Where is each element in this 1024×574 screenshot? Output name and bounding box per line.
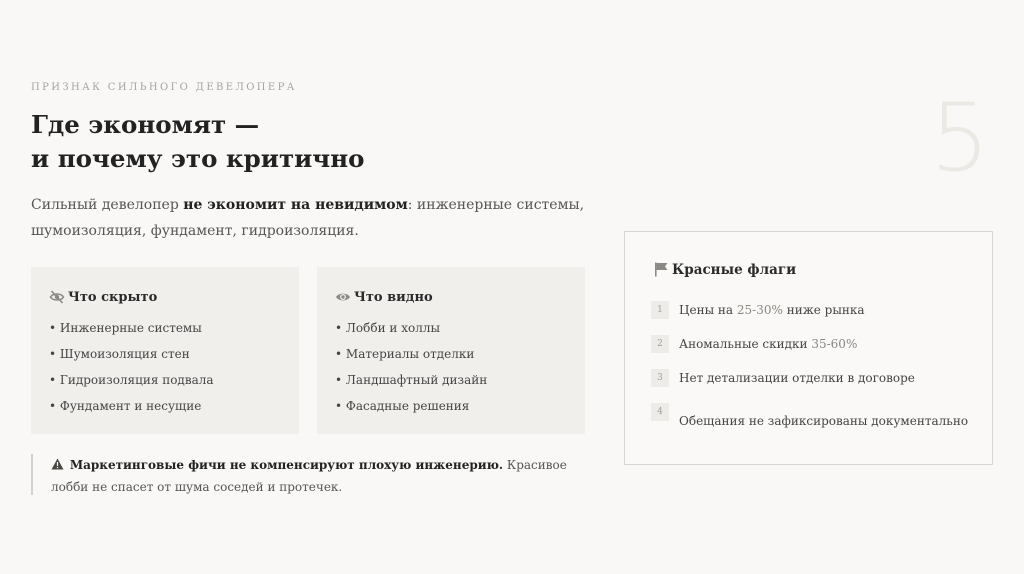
red-flags-header: [653, 261, 796, 278]
warning-text: Красивое лобби не спасет от шума соседей и протечек.: [51, 458, 567, 494]
lead-text-start: Сильный девелопер: [31, 197, 184, 213]
flag-text: Цены на 25-30% ниже рынка: [679, 303, 865, 317]
visible-list: [335, 320, 487, 424]
flag-number: 2: [651, 335, 669, 353]
flag-item: [651, 335, 857, 353]
eye-slash-icon: [49, 289, 65, 305]
flag-text: Обещания не зафиксированы документально: [679, 414, 969, 428]
lead-paragraph: [31, 192, 591, 244]
flag-highlight: 25-30%: [736, 303, 783, 317]
warning-emphasis: Маркетинговые фичи не компенсируют плохую инженерию.: [69, 458, 504, 472]
hidden-card-header: [49, 289, 157, 305]
flag-item: [651, 403, 968, 430]
list-item: • Инженерные системы: [49, 320, 214, 346]
hidden-card-title: Что скрыто: [68, 289, 158, 305]
slide-number: 5: [930, 84, 990, 193]
hidden-list: [49, 320, 214, 424]
flag-icon: [653, 261, 670, 278]
list-item: • Гидроизоляция подвала: [49, 372, 214, 398]
page-title-line-2: и почему это критично: [31, 144, 365, 173]
visible-card: [317, 267, 585, 434]
flag-text: Нет детализации отделки в договоре: [679, 371, 915, 385]
visible-card-header: [335, 289, 433, 305]
list-item: • Материалы отделки: [335, 346, 487, 372]
flag-number: 4: [651, 403, 669, 421]
flag-item: [651, 369, 915, 387]
eye-icon: [335, 289, 351, 305]
list-item: • Ландшафтный дизайн: [335, 372, 487, 398]
red-flags-panel: [624, 231, 993, 465]
hidden-card: [31, 267, 299, 434]
page-title: [31, 108, 365, 176]
flag-item: [651, 301, 865, 319]
flag-highlight: 35-60%: [811, 337, 858, 351]
list-item: • Лобби и холлы: [335, 320, 487, 346]
red-flags-title: Красные флаги: [672, 261, 797, 278]
list-item: • Фундамент и несущие: [49, 398, 214, 424]
lead-emphasis: не экономит на невидимом: [183, 197, 408, 213]
flag-text: Аномальные скидки 35-60%: [679, 337, 858, 351]
warning-note: [31, 454, 571, 495]
list-item: • Шумоизоляция стен: [49, 346, 214, 372]
lead-text-end: : инженерные системы, шумоизоляция, фундамент, гидроизоляция.: [31, 197, 585, 239]
warning-icon: [51, 458, 64, 470]
list-item: • Фасадные решения: [335, 398, 487, 424]
flag-number: 1: [651, 301, 669, 319]
flag-number: 3: [651, 369, 669, 387]
page-title-line-1: Где экономят —: [31, 110, 260, 139]
eyebrow-label: ПРИЗНАК СИЛЬНОГО ДЕВЕЛОПЕРА: [31, 82, 297, 93]
visible-card-title: Что видно: [354, 289, 433, 305]
